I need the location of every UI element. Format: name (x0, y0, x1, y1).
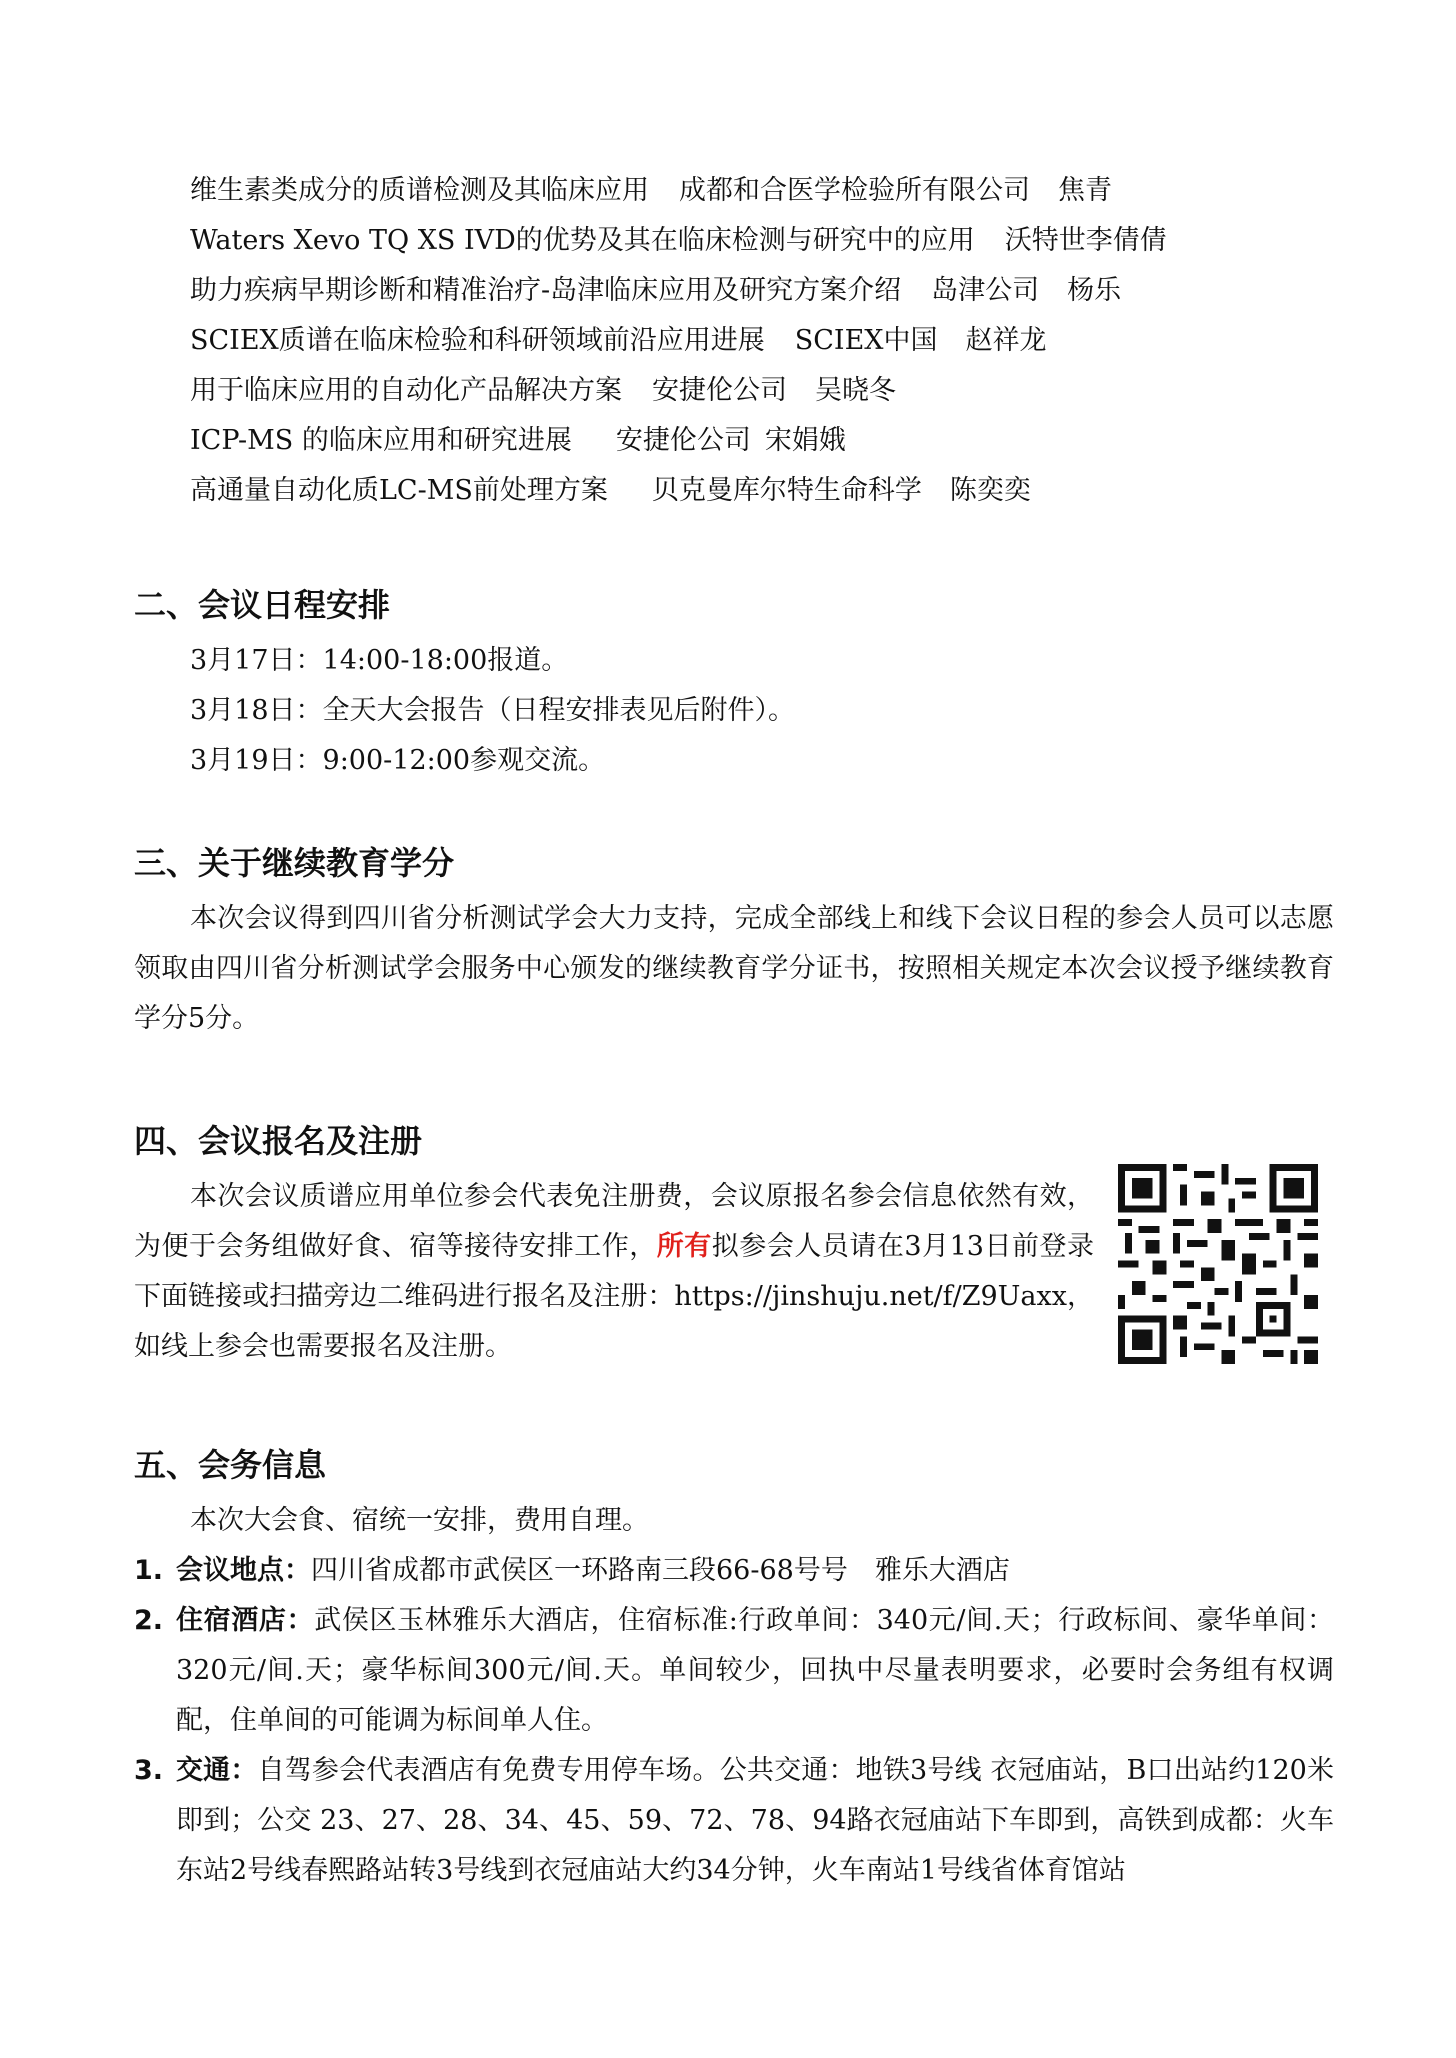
schedule-section (134, 582, 1334, 786)
talk-org: 安捷伦公司 (615, 425, 751, 456)
talk-item (190, 166, 1370, 216)
talk-item (190, 466, 1370, 516)
talk-title: Waters Xevo TQ XS IVD的优势及其在临床检测与研究中的应用 (190, 225, 975, 256)
schedule-line: 3月17日：14:00-18:00报道。 (190, 645, 569, 676)
talk-item (190, 416, 1370, 466)
talk-item (190, 266, 1370, 316)
item-number: 3. (134, 1755, 164, 1786)
talk-speaker: 赵祥龙 (965, 325, 1047, 356)
credits-section (134, 840, 1334, 1044)
talk-org: 安捷伦公司 (652, 375, 787, 406)
item-label: 会议地点： (176, 1555, 311, 1586)
talk-org: 贝克曼库尔特生命科学 (651, 475, 922, 506)
talk-org: 岛津公司 (931, 275, 1040, 306)
item-text: 自驾参会代表酒店有免费专用停车场。公共交通：地铁3号线 衣冠庙站，B口出站约120米即到；公交 23、27、28、34、45、59、72、78、94路衣冠庙站下车即到，高铁到成都：火车东站2号线春熙路站转3号线到衣冠庙站大约34分钟，火车南站1号线省体育馆站 (176, 1755, 1334, 1886)
talk-title: 高通量自动化质LC-MS前处理方案 (190, 475, 608, 506)
talk-title: 助力疾病早期诊断和精准治疗-岛津临床应用及研究方案介绍 (190, 275, 902, 306)
credits-paragraph: 本次会议得到四川省分析测试学会大力支持，完成全部线上和线下会议日程的参会人员可以志愿领取由四川省分析测试学会服务中心颁发的继续教育学分证书，按照相关规定本次会议授予继续教育学分5分。 (134, 903, 1334, 1034)
section-heading: 三、关于继续教育学分 (134, 844, 455, 882)
talk-item (190, 316, 1370, 366)
talk-speaker: 杨乐 (1067, 275, 1122, 306)
talk-title: SCIEX质谱在临床检验和科研领域前沿应用进展 (190, 325, 765, 356)
registration-paragraph (134, 1172, 1094, 1372)
schedule-line: 3月18日：全天大会报告（日程安排表见后附件）。 (190, 695, 796, 726)
item-number: 1. (134, 1555, 164, 1586)
schedule-line: 3月19日：9:00-12:00参观交流。 (190, 745, 606, 776)
talk-speaker: 宋娟娥 (764, 425, 846, 456)
talk-speaker: 吴晓冬 (815, 375, 896, 406)
registration-link-text[interactable]: 拟参会人员请在3月13日前登录下面链接或扫描旁边二维码进行报名及注册：https://jinshuju.net/f/Z9Uaxx，如线上参会也需要报名及注册。 (134, 1231, 1095, 1362)
talk-org: 成都和合医学检验所有限公司 (679, 175, 1030, 206)
item-label: 交通： (176, 1755, 258, 1786)
affairs-section (134, 1442, 1334, 1896)
talk-org: SCIEX中国 (794, 325, 938, 356)
highlight-text: 所有 (656, 1231, 712, 1262)
talk-title: ICP-MS 的临床应用和研究进展 (190, 425, 572, 456)
affairs-intro: 本次大会食、宿统一安排，费用自理。 (190, 1505, 649, 1536)
talk-list (190, 166, 1370, 516)
qr-code-icon[interactable] (1118, 1164, 1318, 1364)
section-heading: 四、会议报名及注册 (134, 1122, 423, 1160)
talk-title: 用于临床应用的自动化产品解决方案 (190, 375, 622, 406)
registration-section (134, 1118, 1334, 1418)
talk-title: 维生素类成分的质谱检测及其临床应用 (190, 175, 649, 206)
item-text: 武侯区玉林雅乐大酒店，住宿标准:行政单间：340元/间.天；行政标间、豪华单间：320元/间.天；豪华标间300元/间.天。单间较少，回执中尽量表明要求，必要时会务组有权调配，住单间的可能调为标间单人住。 (176, 1605, 1335, 1736)
talk-item (190, 216, 1370, 266)
affairs-item (134, 1596, 1334, 1746)
talk-speaker: 焦青 (1058, 175, 1112, 206)
item-label: 住宿酒店： (176, 1605, 315, 1636)
item-number: 2. (134, 1605, 164, 1636)
section-heading: 五、会务信息 (134, 1446, 327, 1484)
affairs-item (134, 1746, 1334, 1896)
talk-speaker: 陈奕奕 (949, 475, 1031, 506)
talk-speaker: 沃特世李倩倩 (1004, 225, 1167, 256)
affairs-item (134, 1546, 1334, 1596)
section-heading: 二、会议日程安排 (134, 586, 391, 624)
talk-item (190, 366, 1370, 416)
item-text: 四川省成都市武侯区一环路南三段66-68号号 雅乐大酒店 (311, 1555, 1010, 1586)
registration-text: 本次会议质谱应用单位参会代表免注册费，会议原报名参会信息依然有效，为便于会务组做好食、宿等接待安排工作， (134, 1181, 1094, 1262)
